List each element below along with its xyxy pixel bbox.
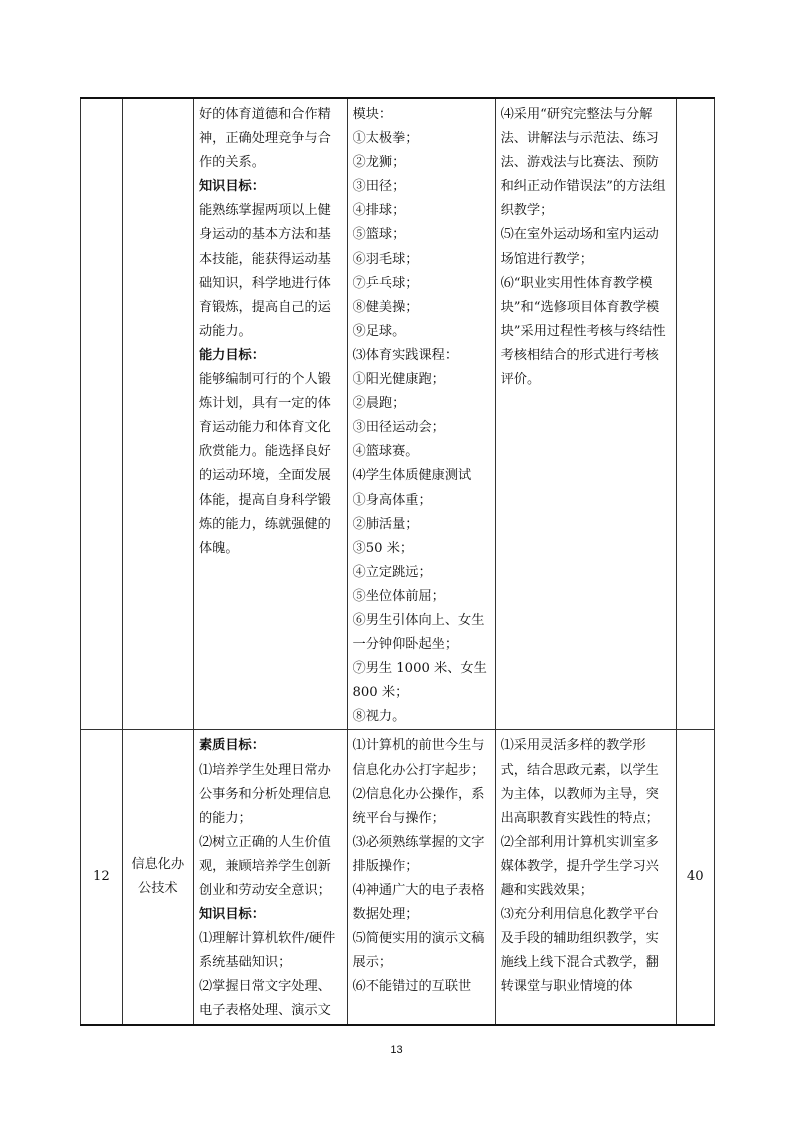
teaching-method-cell [495, 98, 676, 730]
goal-line: ⑵掌握日常文字处理、电子表格处理、演示文 [198, 979, 331, 1019]
method-item: ⑸在室外运动场和室内运动场馆进行教学； [500, 227, 659, 267]
content-item: ⑷学生体质健康测试 [352, 468, 472, 484]
method-item: ⑵全部利用计算机实训室多媒体教学，提升学生学习兴趣和实践效果； [500, 834, 659, 898]
content-item: ①太极拳； [352, 131, 419, 147]
content-item: ⑧视力。 [352, 709, 406, 725]
content-item: ⑤坐位体前屈； [352, 588, 445, 604]
content-item: ①阳光健康跑； [352, 372, 445, 388]
content-item: ⑶体育实践课程： [352, 347, 459, 363]
content-item: ⑨足球。 [352, 323, 406, 339]
content-item: ⑥羽毛球； [352, 251, 419, 267]
course-name-cell [122, 98, 193, 730]
hours-cell [676, 98, 714, 730]
content-item: ⑸简便实用的演示文稿展示； [352, 931, 485, 971]
content-item: ③50 米； [352, 540, 414, 556]
course-goals-cell [193, 730, 347, 1025]
goal-heading: 知识目标： [198, 179, 265, 195]
goal-line: ⑵树立正确的人生价值观，兼顾培养学生创新创业和劳动安全意识； [198, 834, 331, 898]
method-item: ⑶充分利用信息化教学平台及手段的辅助组织教学，实施线上线下混合式教学，翻转课堂与职业情境的体 [500, 907, 659, 995]
goal-line: 好的体育道德和合作精神，正确处理竞争与合作的关系。 [198, 107, 331, 171]
content-item: ③田径； [352, 179, 406, 195]
table-row [81, 98, 715, 730]
goal-heading: 知识目标： [198, 907, 265, 923]
content-item: ④篮球赛。 [352, 444, 419, 460]
row-number-cell: 12 [81, 730, 123, 1025]
content-item: ⑹不能错过的互联世 [352, 979, 472, 995]
course-name-cell: 信息化办公技术 [122, 730, 193, 1025]
goal-line: 能够编制可行的个人锻炼计划，具有一定的体育运动能力和体育文化欣赏能力。能选择良好的运动环境，全面发展体能，提高自身科学锻炼的能力，练就强健的体魄。 [198, 372, 331, 556]
table-row [81, 730, 715, 1025]
content-item: ⑴计算机的前世今生与信息化办公打字起步； [352, 738, 485, 778]
hours-cell: 40 [676, 730, 714, 1025]
row-number-cell [81, 98, 123, 730]
content-item: ①身高体重； [352, 492, 432, 508]
goal-heading: 能力目标： [198, 347, 265, 363]
goal-line: ⑴培养学生处理日常办公事务和分析处理信息的能力； [198, 762, 331, 826]
teaching-method-cell [495, 730, 676, 1025]
content-item: ⑷神通广大的电子表格数据处理； [352, 883, 485, 923]
content-item: ④立定跳远； [352, 564, 432, 580]
goal-heading: 素质目标： [198, 738, 265, 754]
goal-line: 能熟练掌握两项以上健身运动的基本方法和基本技能，能获得运动基础知识，科学地进行体育锻炼，提高自己的运动能力。 [198, 203, 331, 339]
curriculum-table [80, 97, 715, 1026]
content-item: ④排球； [352, 203, 406, 219]
content-item: 模块： [352, 107, 393, 122]
page-number: 13 [390, 1044, 403, 1056]
course-content-cell [347, 730, 495, 1025]
content-item: ②龙狮； [352, 155, 406, 171]
content-item: ③田径运动会； [352, 420, 445, 436]
method-item: ⑷采用“研究完整法与分解法、讲解法与示范法、练习法、游戏法与比赛法、预防和纠正动作错误法”的方法组织教学； [500, 107, 666, 219]
goal-line: ⑴理解计算机软件/硬件系统基础知识； [198, 931, 336, 971]
content-item: ⑤篮球； [352, 227, 406, 243]
method-item: ⑹“职业实用性体育教学模块”和“选修项目体育教学模块”采用过程性考核与终结性考核相结合的形式进行考核评价。 [500, 275, 666, 388]
content-item: ⑦男生 1000 米、女生 800 米； [352, 661, 487, 701]
content-item: ⑦乒乓球； [352, 275, 419, 291]
method-item: ⑴采用灵活多样的教学形式，结合思政元素，以学生为主体，以教师为主导，突出高职教育实践性的特点； [500, 738, 659, 826]
content-item: ②晨跑； [352, 396, 406, 412]
content-item: ⑥男生引体向上、女生一分钟仰卧起坐； [352, 612, 485, 653]
content-item: ⑶必须熟练掌握的文字排版操作； [352, 834, 485, 874]
content-item: ⑵信息化办公操作，系统平台与操作； [352, 786, 485, 826]
course-content-cell [347, 98, 495, 730]
content-item: ⑧健美操； [352, 299, 419, 315]
course-goals-cell [193, 98, 347, 730]
content-item: ②肺活量； [352, 516, 419, 532]
